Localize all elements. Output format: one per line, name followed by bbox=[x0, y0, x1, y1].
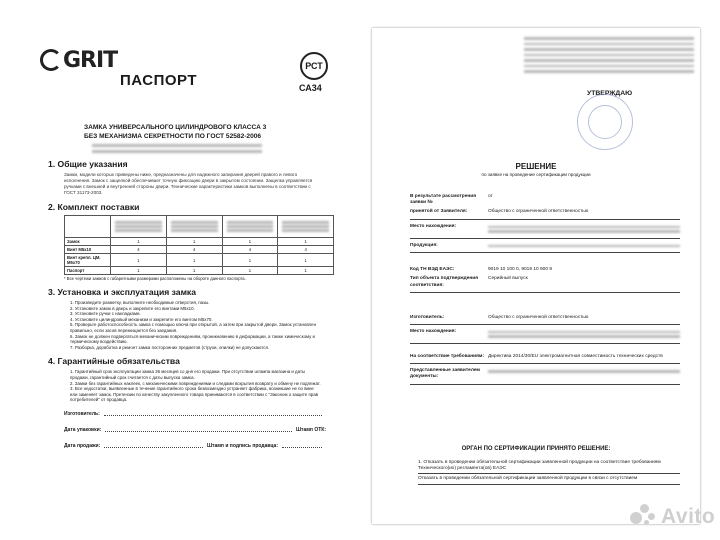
section-general-text: Замки, модели которых приведены ниже, предназначены для надежного запирания дверей правого и левого исполнения. Замок с защелкой обеспечивает точную фиксацию двери в закрытом состоянии. Защелка управляется ручками с внешней и внутренней стороны двери. Технические характеристики замков выполнены в соответствии с ГОСТ 31173-2003. bbox=[64, 172, 313, 195]
redacted-line bbox=[524, 37, 694, 40]
redacted-line bbox=[524, 54, 694, 57]
install-step: 2. Установите замок в дверь и закрепите его винтами М5х10. bbox=[70, 305, 195, 311]
signature-row-manufacturer: Изготовитель: bbox=[64, 411, 326, 417]
rst-certification-mark: РСТ bbox=[300, 52, 328, 80]
kit-table-col bbox=[278, 216, 334, 238]
section-install-heading: 3. Установка и эксплуатация замка bbox=[48, 287, 197, 297]
decision-row: Изготовитель: Общество с ограниченной ответственностью bbox=[410, 314, 589, 320]
seal-stamp-icon bbox=[577, 94, 633, 150]
kit-table-note: * Все чертежи замков с габаритными размерами расположены на обороте данного паспорта. bbox=[64, 276, 246, 281]
kit-table-col bbox=[222, 216, 278, 238]
avito-dots-icon bbox=[630, 504, 658, 526]
decision-item: Отказать в проведении обязательной сертификации заявленной продукции в связи с отсутствием bbox=[418, 476, 638, 482]
install-step: 4. Установите цилиндровый механизм и закрепите его винтом М5х70. bbox=[70, 316, 213, 322]
kit-table-header bbox=[65, 216, 334, 238]
kit-table-row: Винт М5х10 4 4 4 4 bbox=[65, 246, 334, 254]
decision-row: Место нахождения: bbox=[410, 224, 680, 235]
decision-row: Продукция: bbox=[410, 243, 680, 250]
warranty-steps bbox=[22, 369, 352, 403]
subheading-line-2: БЕЗ МЕХАНИЗМА СЕКРЕТНОСТИ ПО ГОСТ 52582-2006 bbox=[84, 132, 262, 140]
kit-table-corner bbox=[65, 216, 111, 238]
section-general-heading: 1. Общие указания bbox=[48, 159, 128, 169]
certification-body-header bbox=[524, 34, 694, 76]
redacted-line bbox=[524, 70, 694, 73]
signature-row-packing: Дата упаковки: Штамп ОТК: bbox=[64, 426, 326, 433]
warranty-step: 3. Все недостатки, выявленные в течение гарантийного срока безвозмездно устраняет фабрика, возникшие не по вине или заменяет замок. Претензии по качеству закупленного товара принимаются в соответствии с "Законом о защите прав потребителей" от продавца. bbox=[70, 386, 319, 403]
passport-document bbox=[22, 28, 352, 518]
install-step: 7. Разборка, доработка и ремонт замка посторонних предметов (струхи, опилки) не допускаются. bbox=[70, 344, 270, 350]
decision-row: принятой от Заявителя: Общество с ограниченной ответственностью bbox=[410, 209, 589, 215]
kit-table-row: Замок 1 1 1 1 bbox=[65, 238, 334, 246]
redacted-line bbox=[524, 65, 694, 68]
kit-table-col bbox=[111, 216, 167, 238]
install-steps bbox=[22, 300, 352, 350]
decision-row: На соответствие требованиям: Директива 2014/30/EU электромагнитная совместимость технических средств bbox=[410, 353, 663, 359]
decision-row: Тип объекта подтверждения соответствия: Серийный выпуск bbox=[410, 276, 528, 288]
redacted-line bbox=[524, 59, 694, 62]
kit-table bbox=[64, 215, 334, 275]
decision-item: 1. Отказать в проведении обязательной сертификации заявленной продукции на соответствие требованиям Технического(их) регламента(ов) ЕАЭС bbox=[418, 460, 661, 472]
redacted-line bbox=[524, 43, 694, 46]
section-warranty-heading: 4. Гарантийные обязательства bbox=[48, 356, 180, 367]
install-step: 6. Замок не должен подвергаться механическим повреждениям, проникновению в деформации, а также химическому и термическому воздействию. bbox=[70, 333, 315, 345]
install-step: 3. Установите ручки с накладками. bbox=[70, 311, 141, 317]
certification-decision-document bbox=[372, 28, 700, 524]
decision-subtitle: по заявке на проведение сертификации продукции bbox=[481, 172, 591, 177]
decision-body bbox=[410, 194, 680, 389]
section-kit-heading: 2. Комплект поставки bbox=[48, 202, 140, 212]
redacted-line bbox=[524, 48, 694, 51]
signature-block bbox=[22, 411, 352, 449]
kit-table-col bbox=[166, 216, 222, 238]
install-step: 1. Произведите разметку, выполните необходимые отверстия, пазы. bbox=[70, 300, 210, 305]
decision-row: Код ТН ВЭД ЕАЭС: 9019 10 100 0, 9019 10 900 9 bbox=[410, 267, 553, 273]
kit-table-row: Винт крепл. ЦМ. М5х70 1 1 1 1 bbox=[65, 254, 334, 267]
warranty-step: 2. Замки без гарантийных наклеек, с механическими повреждениями и следами вскрытия возврату и обмену не подлежат. bbox=[70, 380, 321, 386]
avito-watermark: Avito bbox=[630, 504, 715, 529]
passport-subheading bbox=[22, 124, 352, 141]
decision-items bbox=[418, 460, 680, 487]
redacted-line bbox=[92, 150, 262, 153]
install-step: 5. Проверьте работоспособность замка с помощью ключа при открытой, а затем при закрытой двери. Замок установлен правильно, если засов перемещается без заедания. bbox=[70, 322, 316, 333]
grit-logo: GRIT bbox=[40, 48, 117, 73]
approve-label: УТВЕРЖДАЮ bbox=[587, 90, 633, 97]
kit-table-row: Паспорт 1 1 1 1 bbox=[65, 267, 334, 275]
organ-decision-heading: ОРГАН ПО СЕРТИФИКАЦИИ ПРИНЯТО РЕШЕНИЕ: bbox=[461, 446, 611, 452]
passport-header bbox=[22, 28, 352, 93]
warranty-step: 1. Гарантийный срок эксплуатации замка 36 месяцев со дня его продажи. При отсутствии штампа магазина и даты продажи, гарантийный срок считается с даты выпуска замка. bbox=[70, 369, 306, 380]
decision-title: РЕШЕНИЕ bbox=[515, 162, 557, 171]
grit-logo-ring-icon bbox=[40, 49, 62, 71]
passport-title: ПАСПОРТ bbox=[120, 72, 197, 89]
decision-row: Представленные заявителем документы: bbox=[410, 368, 680, 380]
redacted-line bbox=[92, 144, 262, 147]
decision-row: Место нахождения: bbox=[410, 329, 680, 340]
signature-row-sale: Дата продажи: Штамп и подпись продавца: bbox=[64, 443, 326, 449]
subheading-line-1: ЗАМКА УНИВЕРСАЛЬНОГО ЦИЛИНДРОВОГО КЛАССА 3 bbox=[84, 124, 267, 131]
decision-row: В результате рассмотрения заявки № от bbox=[410, 194, 493, 206]
certification-code: СА34 bbox=[299, 83, 322, 93]
